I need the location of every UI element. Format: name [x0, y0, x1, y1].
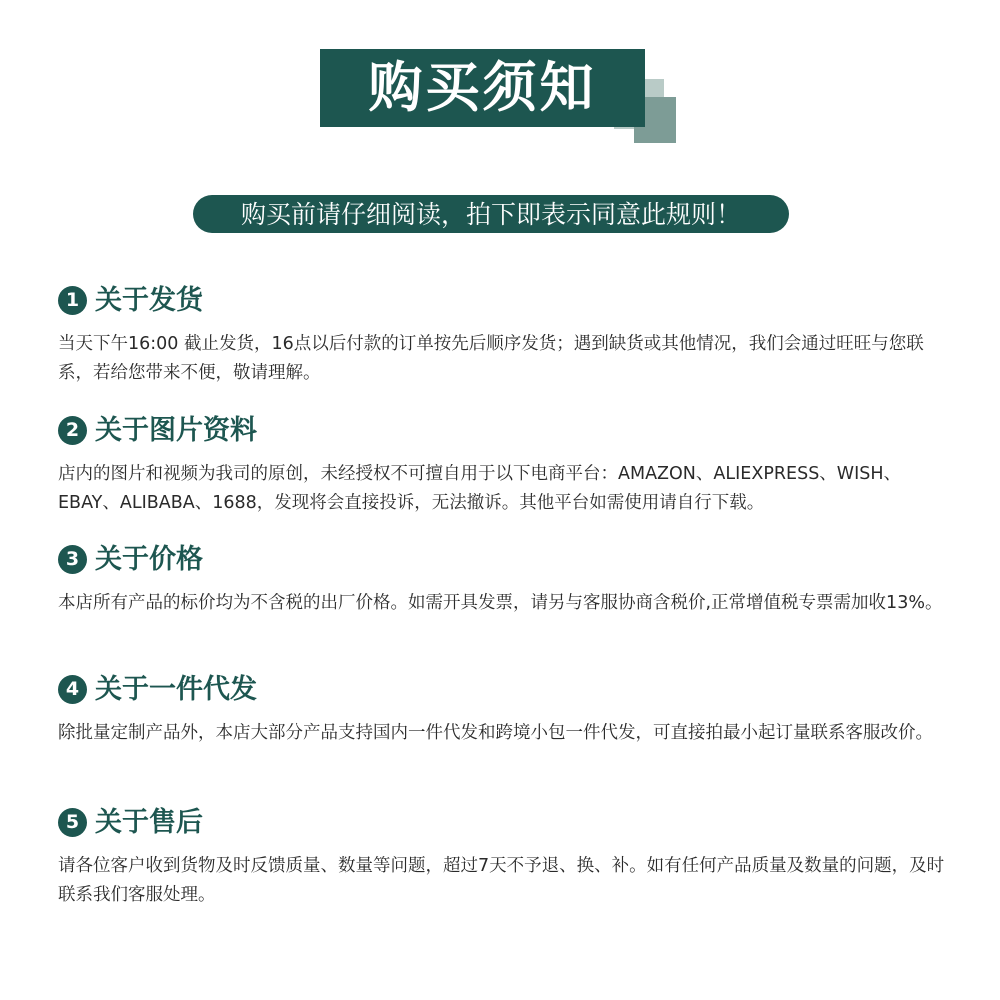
section-body: 当天下午16:00 截止发货，16点以后付款的订单按先后顺序发货；遇到缺货或其他情况，我们会通过旺旺与您联系，若给您带来不便，敬请理解。 [58, 334, 924, 383]
section-heading [58, 671, 958, 707]
notice-text: 购买前请仔细阅读，拍下即表示同意此规则！ [240, 199, 741, 229]
section-heading [58, 412, 958, 448]
section-body: 店内的图片和视频为我司的原创，未经授权不可擅自用于以下电商平台：AMAZON、ALIEXPRESS、WISH、EBAY、ALIBABA、1688，发现将会直接投诉，无法撤诉。其他平台如需使用请自行下载。 [58, 464, 902, 513]
section-heading [58, 804, 958, 840]
section-price [58, 541, 958, 618]
section-number-badge: 1 [58, 286, 87, 315]
section-dropship [58, 671, 958, 748]
section-title: 关于图片资料 [95, 414, 257, 446]
section-heading [58, 541, 958, 577]
section-number-badge: 2 [58, 416, 87, 445]
section-title: 关于发货 [95, 284, 203, 316]
section-after-sales [58, 804, 958, 910]
section-body: 请各位客户收到货物及时反馈质量、数量等问题，超过7天不予退、换、补。如有任何产品质量及数量的问题，及时联系我们客服处理。 [58, 856, 945, 905]
notice-banner [193, 195, 789, 233]
section-shipping [58, 282, 958, 388]
section-body: 除批量定制产品外，本店大部分产品支持国内一件代发和跨境小包一件代发，可直接拍最小起订量联系客服改价。 [58, 723, 933, 743]
section-heading [58, 282, 958, 318]
title-box [320, 49, 645, 127]
section-number-badge: 3 [58, 545, 87, 574]
title-block [320, 49, 645, 127]
section-number-badge: 5 [58, 808, 87, 837]
page-title: 购买须知 [368, 56, 597, 119]
section-number-badge: 4 [58, 675, 87, 704]
section-title: 关于价格 [95, 543, 203, 575]
section-images [58, 412, 958, 518]
section-title: 关于一件代发 [95, 673, 257, 705]
section-body: 本店所有产品的标价均为不含税的出厂价格。如需开具发票，请另与客服协商含税价,正常增值税专票需加收13%。 [58, 593, 943, 613]
section-title: 关于售后 [95, 806, 203, 838]
